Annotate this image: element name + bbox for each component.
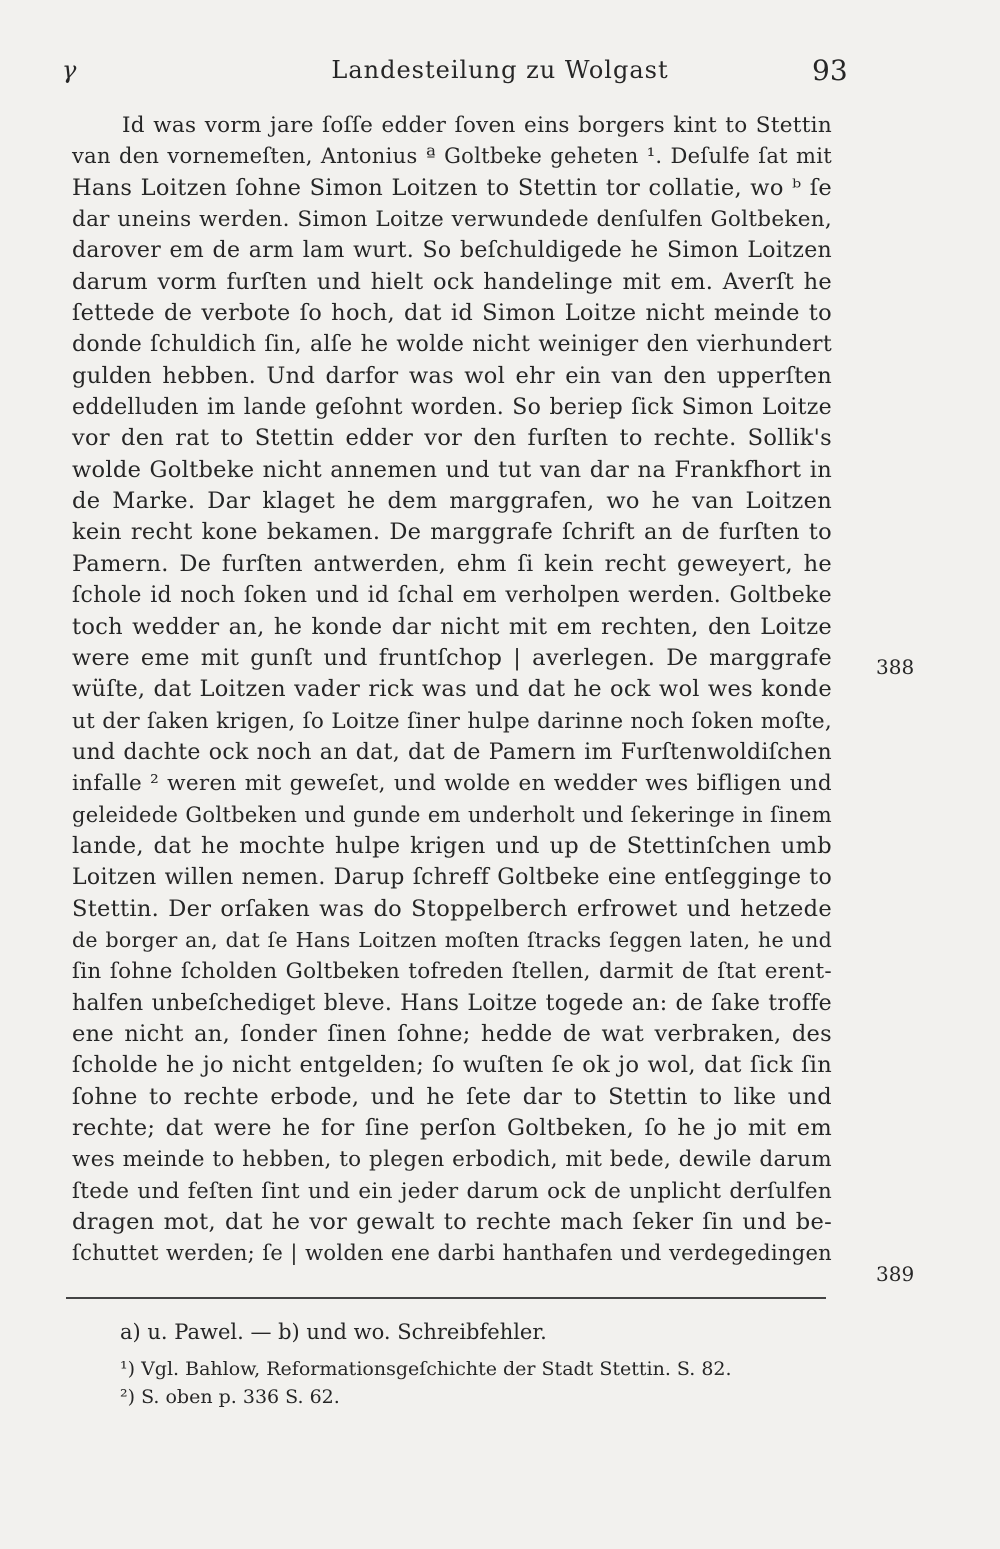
text-line: ut der ſaken krigen, ſo Loitze ſiner hulpe darinne noch ſoken moſte, <box>72 708 832 734</box>
margin-number: 388 <box>876 655 915 679</box>
text-line: kein recht kone bekamen. De marggrafe ſchrift an de furſten to <box>72 519 832 546</box>
text-line: gulden hebben. Und darfor was wol ehr ein van den upperſten <box>72 362 832 389</box>
page-number: 93 <box>812 54 848 87</box>
text-line: halfen unbeſchediget bleve. Hans Loitze togede an: de ſake troffe <box>72 990 832 1016</box>
text-line: ſchuttet werden; ſe | wolden ene darbi hanthafen und verdegedingen <box>72 1241 832 1266</box>
text-line: toch wedder an, he konde dar nicht mit em rechten, den Loitze <box>72 613 832 640</box>
signature-mark: γ <box>62 56 77 84</box>
text-line: eddelluden im lande geſohnt worden. So beriep ſick Simon Loitze <box>72 395 832 421</box>
text-line: donde ſchuldich ſin, alſe he wolde nicht weiniger den vierhundert <box>72 332 832 358</box>
text-line: wolde Goltbeke nicht annemen und tut van dar na Frankfhort in <box>72 456 832 483</box>
running-title: Landesteilung zu Wolgast <box>331 56 669 84</box>
text-line: rechte; dat were he for ſine perſon Goltbeken, ſo he jo mit em <box>72 1115 832 1141</box>
text-line: Stettin. Der orſaken was do Stoppelberch erfrowet und hetzede <box>72 895 832 922</box>
text-line: de borger an, dat ſe Hans Loitzen moſten ſtracks ſeggen laten, he und <box>72 927 832 952</box>
text-line: Id was vorm jare ſoſſe edder ſoven eins borgers kint to Stettin <box>122 113 832 138</box>
footnote: ²) S. oben p. 336 S. 62. <box>120 1386 340 1408</box>
footnote: ¹) Vgl. Bahlow, Reformationsgeſchichte der Stadt Stettin. S. 82. <box>120 1358 732 1380</box>
critical-apparatus: a) u. Pawel. — b) und wo. Schreibfehler. <box>120 1320 547 1344</box>
body-text <box>72 110 832 1270</box>
text-line: ſcholde he jo nicht entgelden; ſo wuſten ſe ok jo wol, dat ſick ſin <box>72 1052 832 1079</box>
margin-number: 389 <box>876 1262 915 1286</box>
text-line: darum vorm furſten und hielt ock handelinge mit em. Averſt he <box>72 268 832 295</box>
text-line: und dachte ock noch an dat, dat de Pamern im Furſtenwoldiſchen <box>72 739 832 765</box>
text-line: were eme mit gunſt und fruntſchop | averlegen. De marggrafe <box>72 644 832 671</box>
text-line: van den vornemeſten, Antonius ª Goltbeke geheten ¹. Deſulfe ſat mit <box>72 144 832 169</box>
footnote-rule <box>66 1297 826 1299</box>
text-line: ſtede und feſten ſint und ein jeder darum ock de unplicht derſulfen <box>72 1178 832 1204</box>
text-line: Loitzen willen nemen. Darup ſchreff Goltbeke eine entſegginge to <box>72 865 832 891</box>
text-line: Pamern. De furſten antwerden, ehm ſi kein recht geweyert, he <box>72 550 832 577</box>
text-line: vor den rat to Stettin edder vor den furſten to rechte. Sollik's <box>72 425 832 452</box>
text-line: dar uneins werden. Simon Loitze verwundede denſulfen Goltbeken, <box>72 207 832 233</box>
text-line: ſchole id noch ſoken und id ſchal em verholpen werden. Goltbeke <box>72 583 832 609</box>
text-line: wüſte, dat Loitzen vader rick was und dat he ock wol wes konde <box>72 676 832 703</box>
text-line: ſettede de verbote ſo hoch, dat id Simon Loitze nicht meinde to <box>72 300 832 327</box>
text-line: de Marke. Dar klaget he dem marggrafen, wo he van Loitzen <box>72 488 832 515</box>
text-line: ene nicht an, ſonder ſinen ſohne; hedde de wat verbraken, des <box>72 1020 832 1047</box>
text-line: dragen mot, dat he vor gewalt to rechte mach ſeker ſin und be- <box>72 1209 832 1236</box>
text-line: darover em de arm lam wurt. So beſchuldigede he Simon Loitzen <box>72 238 832 264</box>
text-line: ſin ſohne ſcholden Goltbeken tofreden ſtellen, darmit de ſtat erent- <box>72 959 832 985</box>
text-line: ſohne to rechte erbode, und he ſete dar to Stettin to like und <box>72 1083 832 1110</box>
text-line: lande, dat he mochte hulpe krigen und up de Stettinſchen umb <box>72 832 832 859</box>
text-line: wes meinde to hebben, to plegen erbodich, mit bede, dewile darum <box>72 1147 832 1173</box>
text-line: geleidede Goltbeken und gunde em underholt und ſekeringe in ſinem <box>72 802 832 827</box>
text-line: infalle ² weren mit geweſet, und wolde en wedder wes bifligen und <box>72 771 832 797</box>
text-line: Hans Loitzen ſohne Simon Loitzen to Stettin tor collatie, wo ᵇ ſe <box>72 174 832 201</box>
